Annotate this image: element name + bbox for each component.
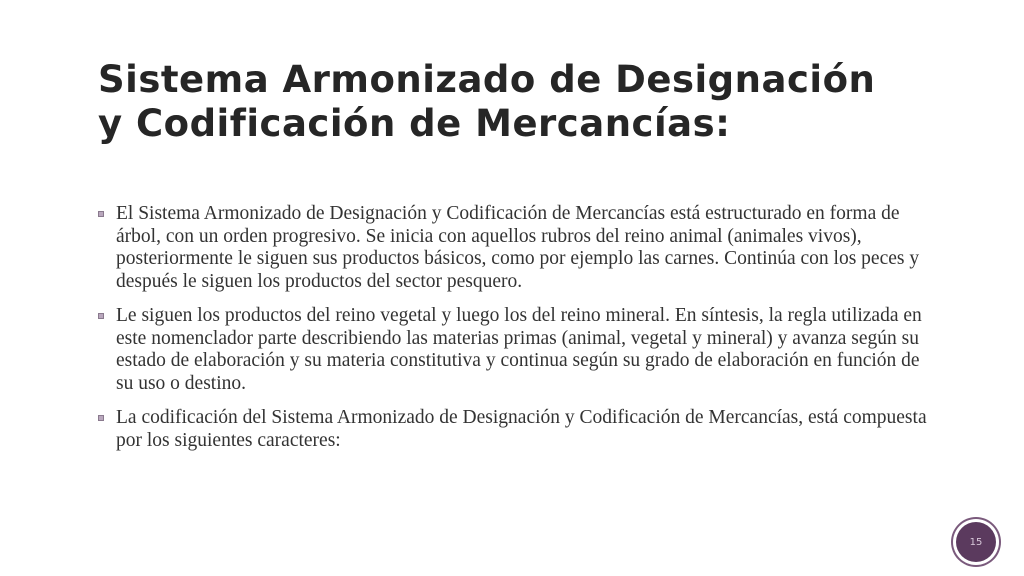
bullet-item — [98, 407, 928, 452]
bullet-text: La codificación del Sistema Armonizado de Designación y Codificación de Mercancías, está compuesta por los siguientes caracteres: — [116, 407, 927, 451]
square-bullet-icon — [98, 211, 104, 217]
page-number: 15 — [969, 536, 983, 548]
slide-title — [98, 58, 958, 146]
slide-title-line-1: Sistema Armonizado de Designación — [98, 58, 876, 101]
bullet-item — [98, 203, 928, 293]
page-number-badge — [956, 522, 996, 562]
bullet-item — [98, 305, 928, 395]
bullet-text: Le siguen los productos del reino vegetal y luego los del reino mineral. En síntesis, la regla utilizada en este nomenclador parte describiendo las materias primas (animal, vegetal y mineral) y avanza según su estado de elaboración y su materia constitutiva y continua según su grado de elaboración en función de su uso o destino. — [116, 305, 922, 394]
square-bullet-icon — [98, 415, 104, 421]
bullet-list — [98, 203, 928, 464]
slide-title-line-2: y Codificación de Mercancías: — [98, 102, 731, 145]
square-bullet-icon — [98, 313, 104, 319]
bullet-text: El Sistema Armonizado de Designación y Codificación de Mercancías está estructurado en forma de árbol, con un orden progresivo. Se inicia con aquellos rubros del reino animal (animales vivos), posteriormente le siguen sus productos básicos, como por ejemplo las carnes. Continúa con los peces y después le siguen los productos del sector pesquero. — [116, 203, 920, 292]
